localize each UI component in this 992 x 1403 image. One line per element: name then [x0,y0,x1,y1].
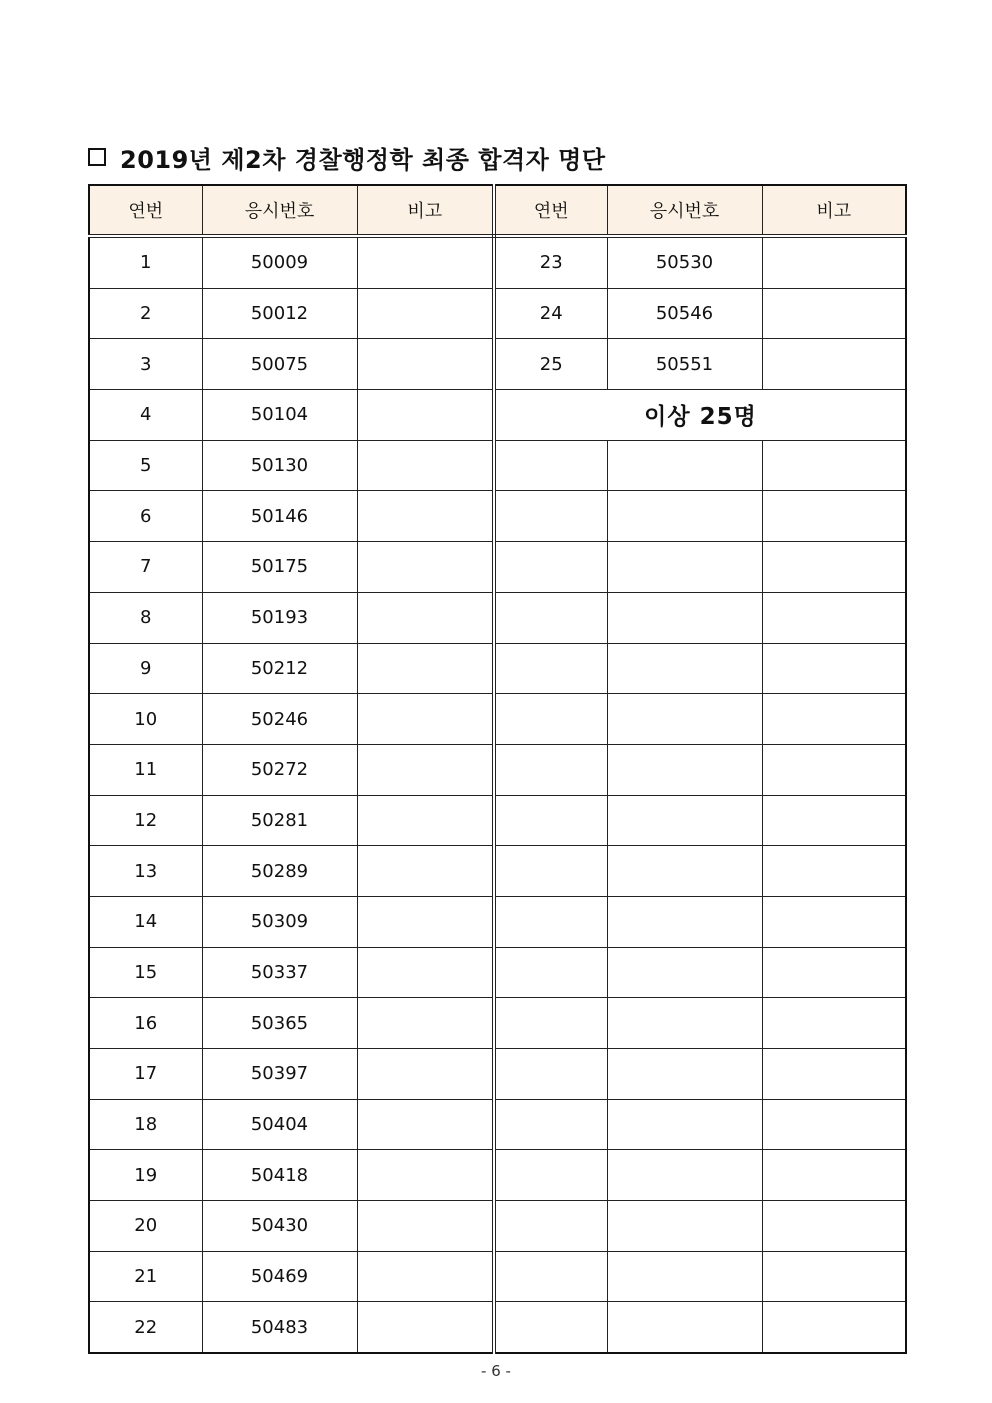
exam-number: 50281 [202,795,357,846]
table-row [89,592,906,643]
remarks-cell [762,236,906,288]
empty-cell [494,1049,607,1100]
table-row [89,896,906,947]
remarks-cell [357,1150,494,1201]
empty-cell [607,896,762,947]
table-row [89,236,906,288]
empty-cell [607,694,762,745]
empty-cell [607,1049,762,1100]
empty-cell [607,1201,762,1252]
empty-cell [762,643,906,694]
header-remarks-left: 비고 [357,185,494,236]
table-row [89,491,906,542]
row-number: 13 [89,846,202,897]
empty-cell [494,846,607,897]
remarks-cell [357,1251,494,1302]
remarks-cell [762,288,906,339]
table-row [89,1049,906,1100]
table-row [89,1099,906,1150]
empty-cell [762,1099,906,1150]
table-row [89,795,906,846]
row-number: 8 [89,592,202,643]
empty-cell [762,694,906,745]
empty-cell [494,1150,607,1201]
empty-cell [607,795,762,846]
header-exam-number-right: 응시번호 [607,185,762,236]
exam-number: 50337 [202,947,357,998]
exam-number: 50530 [607,236,762,288]
row-number: 5 [89,440,202,491]
header-remarks-right: 비고 [762,185,906,236]
exam-number: 50430 [202,1201,357,1252]
empty-cell [607,1099,762,1150]
remarks-cell [357,236,494,288]
exam-number: 50175 [202,542,357,593]
exam-number: 50104 [202,390,357,441]
empty-cell [494,896,607,947]
row-number: 3 [89,339,202,390]
row-number: 18 [89,1099,202,1150]
remarks-cell [357,542,494,593]
row-number: 23 [494,236,607,288]
empty-cell [607,592,762,643]
table-row [89,1302,906,1353]
table-row [89,1150,906,1201]
row-number: 22 [89,1302,202,1353]
header-exam-number-left: 응시번호 [202,185,357,236]
empty-cell [762,846,906,897]
empty-cell [494,1251,607,1302]
row-number: 25 [494,339,607,390]
empty-cell [762,440,906,491]
remarks-cell [357,947,494,998]
empty-cell [494,491,607,542]
remarks-cell [357,998,494,1049]
empty-cell [762,1201,906,1252]
empty-cell [607,542,762,593]
exam-number: 50246 [202,694,357,745]
table-row [89,1201,906,1252]
row-number: 14 [89,896,202,947]
exam-number: 50012 [202,288,357,339]
page-number: - 6 - [481,1362,511,1380]
exam-number: 50309 [202,896,357,947]
remarks-cell [357,390,494,441]
table-row [89,947,906,998]
empty-cell [494,440,607,491]
exam-number: 50404 [202,1099,357,1150]
table-row [89,339,906,390]
empty-cell [494,744,607,795]
row-number: 11 [89,744,202,795]
empty-cell [762,744,906,795]
row-number: 1 [89,236,202,288]
empty-cell [607,491,762,542]
empty-cell [607,643,762,694]
table-header-row [89,185,906,236]
row-number: 9 [89,643,202,694]
empty-cell [494,1302,607,1353]
summary-total: 이상 25명 [494,390,906,441]
empty-cell [494,1201,607,1252]
exam-number: 50365 [202,998,357,1049]
empty-cell [762,592,906,643]
table-row [89,744,906,795]
remarks-cell [762,339,906,390]
row-number: 17 [89,1049,202,1100]
exam-number: 50483 [202,1302,357,1353]
empty-cell [607,947,762,998]
empty-cell [494,1099,607,1150]
exam-number: 50551 [607,339,762,390]
remarks-cell [357,694,494,745]
table-row [89,998,906,1049]
empty-cell [762,1302,906,1353]
empty-cell [494,542,607,593]
row-number: 19 [89,1150,202,1201]
empty-cell [762,896,906,947]
exam-number: 50146 [202,491,357,542]
empty-cell [607,846,762,897]
row-number: 7 [89,542,202,593]
empty-cell [607,440,762,491]
title-text: 2019년 제2차 경찰행정학 최종 합격자 명단 [120,145,606,174]
empty-cell [494,643,607,694]
table-row [89,542,906,593]
remarks-cell [357,491,494,542]
table-row [89,694,906,745]
table-row [89,390,906,441]
exam-number: 50009 [202,236,357,288]
exam-number: 50193 [202,592,357,643]
empty-cell [607,1302,762,1353]
empty-cell [607,744,762,795]
empty-cell [762,1049,906,1100]
row-number: 6 [89,491,202,542]
remarks-cell [357,288,494,339]
remarks-cell [357,795,494,846]
exam-number: 50546 [607,288,762,339]
table-row [89,846,906,897]
remarks-cell [357,339,494,390]
row-number: 10 [89,694,202,745]
empty-cell [762,998,906,1049]
empty-cell [762,947,906,998]
row-number: 15 [89,947,202,998]
empty-cell [607,1150,762,1201]
empty-cell [762,542,906,593]
table-row [89,643,906,694]
table-row [89,1251,906,1302]
remarks-cell [357,1302,494,1353]
header-no-left: 연번 [89,185,202,236]
exam-number: 50397 [202,1049,357,1100]
row-number: 16 [89,998,202,1049]
table-row [89,440,906,491]
row-number: 2 [89,288,202,339]
row-number: 21 [89,1251,202,1302]
checkbox-bullet-icon [88,148,106,166]
remarks-cell [357,846,494,897]
exam-number: 50272 [202,744,357,795]
exam-number: 50075 [202,339,357,390]
document-title [88,140,606,174]
empty-cell [762,795,906,846]
exam-number: 50212 [202,643,357,694]
passer-list-table [88,184,907,1354]
row-number: 24 [494,288,607,339]
remarks-cell [357,440,494,491]
header-no-right: 연번 [494,185,607,236]
empty-cell [762,491,906,542]
exam-number: 50289 [202,846,357,897]
row-number: 4 [89,390,202,441]
table-row [89,288,906,339]
remarks-cell [357,896,494,947]
row-number: 12 [89,795,202,846]
empty-cell [494,795,607,846]
remarks-cell [357,744,494,795]
empty-cell [494,694,607,745]
empty-cell [607,1251,762,1302]
exam-number: 50418 [202,1150,357,1201]
exam-number: 50469 [202,1251,357,1302]
remarks-cell [357,1049,494,1100]
empty-cell [494,947,607,998]
empty-cell [494,592,607,643]
row-number: 20 [89,1201,202,1252]
remarks-cell [357,643,494,694]
remarks-cell [357,1099,494,1150]
exam-number: 50130 [202,440,357,491]
empty-cell [762,1150,906,1201]
empty-cell [607,998,762,1049]
empty-cell [762,1251,906,1302]
remarks-cell [357,592,494,643]
empty-cell [494,998,607,1049]
remarks-cell [357,1201,494,1252]
